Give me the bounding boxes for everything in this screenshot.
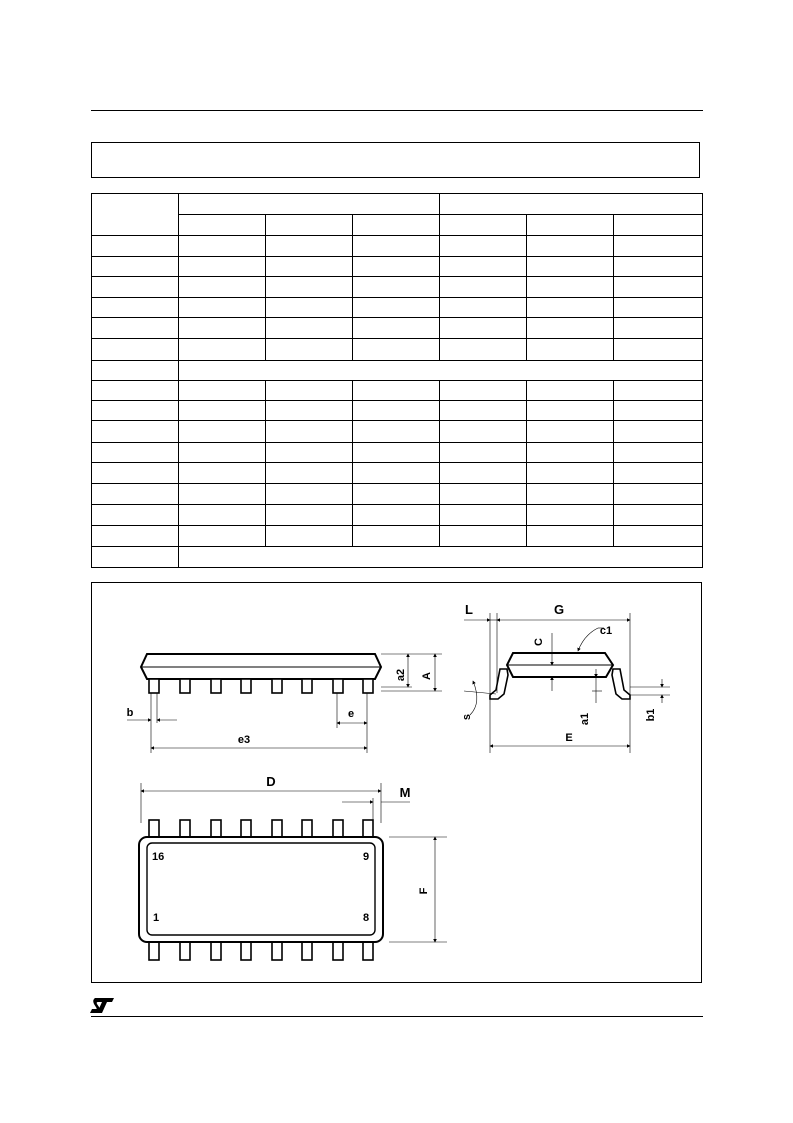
table-row [92, 526, 703, 546]
table-row [92, 298, 703, 318]
label-M: M [399, 785, 411, 800]
table-row-merged [92, 360, 703, 380]
label-c1: c1 [599, 625, 613, 637]
header-cell-min [179, 215, 266, 236]
label-a1: a1 [579, 712, 591, 726]
pin-label-1: 1 [153, 912, 160, 924]
side-view [127, 654, 442, 753]
label-A: A [421, 672, 433, 680]
label-E: E [565, 732, 573, 744]
table-subheader-row [92, 215, 703, 236]
package-drawing [91, 582, 702, 983]
header-cell-dim [92, 194, 179, 236]
table-row [92, 339, 703, 360]
table-row [92, 380, 703, 400]
table-row [92, 401, 703, 421]
table-header-row [92, 194, 703, 215]
header-cell-group-1 [179, 194, 440, 215]
st-logo [89, 997, 115, 1014]
label-s: s [461, 713, 473, 721]
table-row [92, 442, 703, 462]
table-row [92, 236, 703, 256]
label-b: b [126, 707, 134, 719]
label-e: e [347, 708, 355, 720]
header-rule [91, 110, 703, 111]
footer-rule [91, 1016, 703, 1017]
table-row-merged [92, 546, 703, 567]
header-cell-min [440, 215, 527, 236]
table-row [92, 256, 703, 276]
label-C: C [533, 638, 545, 646]
header-cell-max [353, 215, 440, 236]
table-row [92, 483, 703, 504]
dimensions-table [91, 193, 703, 568]
header-cell-group-2 [440, 194, 703, 215]
label-D: D [266, 774, 276, 789]
header-cell-max [614, 215, 703, 236]
label-b1: b1 [645, 708, 657, 722]
table-row [92, 462, 703, 483]
pin-label-16: 16 [152, 851, 165, 863]
label-e3: e3 [237, 734, 251, 746]
header-cell-typ [266, 215, 353, 236]
table-row [92, 421, 703, 442]
label-L: L [465, 602, 473, 617]
label-F: F [418, 887, 430, 895]
pin-label-9: 9 [363, 851, 370, 863]
side-view-leads [149, 679, 373, 693]
label-G: G [553, 602, 565, 617]
pin-label-8: 8 [363, 912, 370, 924]
table-title-box [91, 142, 700, 178]
top-view [139, 783, 447, 960]
header-cell-typ [527, 215, 614, 236]
table-row [92, 318, 703, 339]
top-view-leads-bottom [149, 942, 373, 960]
top-view-leads-top [149, 820, 373, 837]
table-row [92, 276, 703, 297]
label-a2: a2 [395, 668, 407, 682]
table-row [92, 505, 703, 526]
